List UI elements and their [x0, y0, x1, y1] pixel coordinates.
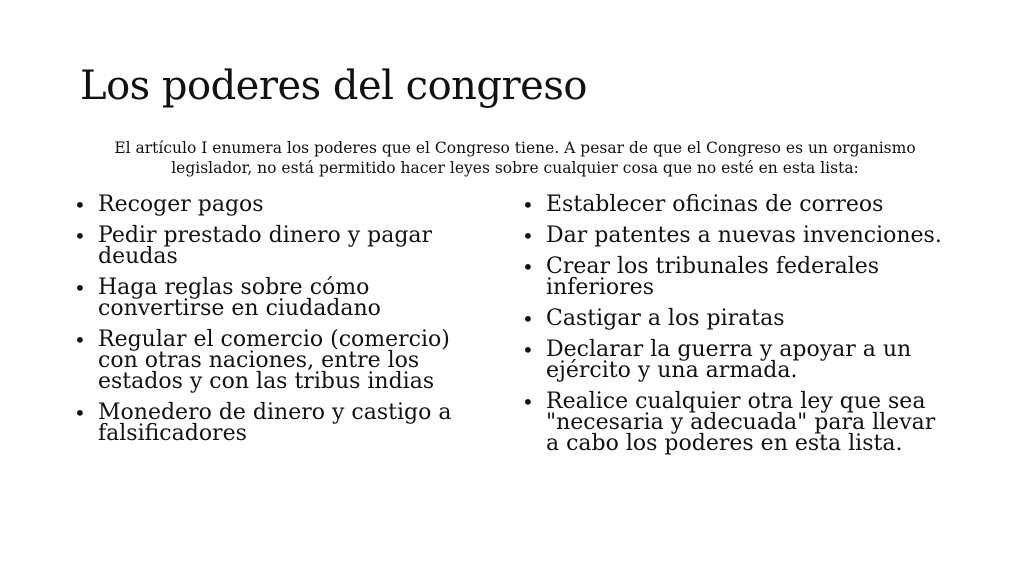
bullet-text: Dar patentes a nuevas invenciones.	[546, 223, 942, 248]
bullet-dot: •	[522, 338, 534, 362]
bullet-text: Monedero de dinero y castigo a falsificadores	[98, 400, 452, 446]
bullet-item	[522, 339, 952, 381]
bullet-item	[74, 225, 494, 267]
bullet-item	[522, 225, 952, 246]
bullet-item	[522, 256, 952, 298]
bullet-text: Pedir prestado dinero y pagar deudas	[98, 223, 433, 269]
bullet-dot: •	[74, 224, 86, 248]
bullet-dot: •	[74, 276, 86, 300]
slide-subtitle: El artículo I enumera los poderes que el Congreso tiene. A pesar de que el Congreso es un organismo legislador, no está permitido hacer leyes sobre cualquier cosa que no esté en esta lista:	[114, 139, 916, 177]
bullet-item	[74, 277, 494, 319]
right-bullet-list	[522, 194, 952, 464]
bullet-item	[74, 194, 494, 215]
bullet-text: Regular el comercio (comercio) con otras naciones, entre los estados y con las tribus indias	[98, 327, 450, 394]
bullet-text: Declarar la guerra y apoyar a un ejército y una armada.	[546, 337, 912, 383]
bullet-text: Realice cualquier otra ley que sea "necesaria y adecuada" para llevar a cabo los poderes en esta lista.	[546, 389, 936, 456]
bullet-dot: •	[522, 224, 534, 248]
bullet-dot: •	[74, 193, 86, 217]
bullet-text: Establecer oficinas de correos	[546, 192, 884, 217]
slide-title: Los poderes del congreso	[80, 63, 587, 109]
bullet-dot: •	[74, 328, 86, 352]
bullet-item	[74, 329, 494, 392]
bullet-text: Recoger pagos	[98, 192, 264, 217]
bullet-text: Crear los tribunales federales inferiores	[546, 254, 880, 300]
bullet-dot: •	[522, 255, 534, 279]
bullet-item	[522, 391, 952, 454]
bullet-item	[522, 194, 952, 215]
bullet-item	[522, 308, 952, 329]
bullet-dot: •	[522, 193, 534, 217]
bullet-text: Castigar a los piratas	[546, 306, 785, 331]
bullet-item	[74, 402, 494, 444]
bullet-dot: •	[522, 390, 534, 414]
left-bullet-list	[74, 194, 494, 454]
bullet-text: Haga reglas sobre cómo convertirse en ciudadano	[98, 275, 381, 321]
bullet-dot: •	[74, 401, 86, 425]
bullet-dot: •	[522, 307, 534, 331]
